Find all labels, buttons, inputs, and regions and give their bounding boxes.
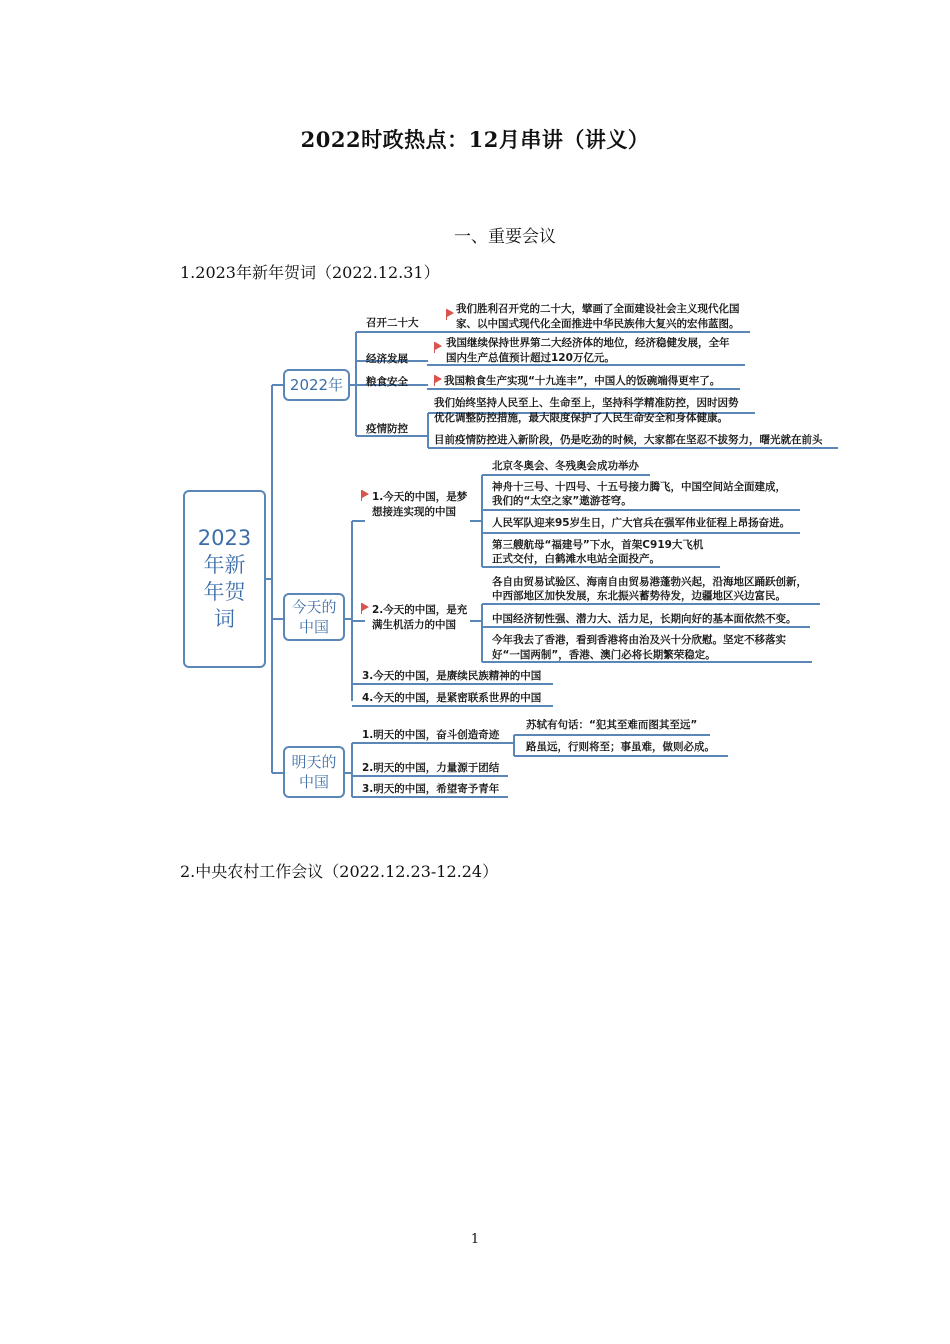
root-node-new-year-address	[183, 490, 266, 668]
convene-text-1: 我们胜利召开党的二十大，擘画了全面建设社会主义现代化国	[456, 303, 740, 315]
epidemic-text-1: 我们始终坚持人民至上、生命至上，坚持科学精准防控，因时因势	[434, 397, 739, 409]
today-sub4: 4.今天的中国，是紧密联系世界的中国	[362, 692, 542, 704]
branch-2022-label: 2022年	[289, 376, 344, 394]
today-sub2-item-c2: 好“一国两制”，香港、澳门必将长期繁荣稳定。	[492, 649, 716, 661]
economy-text-2: 国内生产总值预计超过120万亿元。	[446, 352, 615, 364]
flag-icon	[435, 375, 442, 383]
item-new-year-address: 1.2023年新年贺词（2022.12.31）	[180, 263, 440, 282]
today-sub1-item-d1: 第三艘航母“福建号”下水，首架C919大飞机	[492, 539, 704, 551]
branch-today	[283, 593, 345, 641]
today-sub1-line1: 1.今天的中国，是梦	[372, 491, 468, 503]
branch-tomorrow-label: 明天的 中国	[291, 753, 337, 791]
flag-icon	[362, 490, 369, 498]
today-sub2-line1: 2.今天的中国，是充	[372, 604, 468, 616]
today-sub1-item-b2: 我们的“太空之家”遨游苍穹。	[492, 495, 632, 507]
tomorrow-sub1: 1.明天的中国，奋斗创造奇迹	[362, 729, 500, 741]
topic-epidemic: 疫情防控	[366, 423, 408, 435]
section-heading: 一、重要会议	[454, 227, 556, 247]
today-sub1-item-a: 北京冬奥会、冬残奥会成功举办	[492, 460, 639, 472]
flag-icon	[447, 309, 454, 317]
today-sub1-item-c: 人民军队迎来95岁生日，广大官兵在强军伟业征程上昂扬奋进。	[492, 517, 791, 529]
today-sub1-line2: 想接连实现的中国	[372, 506, 456, 518]
topic-convene: 召开二十大	[366, 317, 419, 329]
root-node-label: 2023 年新 年贺 词	[197, 526, 252, 631]
today-sub2-line2: 满生机活力的中国	[372, 619, 456, 631]
today-sub2-item-c1: 今年我去了香港，看到香港将由治及兴十分欣慰。坚定不移落实	[492, 634, 786, 646]
today-sub2-item-b: 中国经济韧性强、潜力大、活力足，长期向好的基本面依然不变。	[492, 613, 797, 625]
today-sub2-item-a2: 中西部地区加快发展，东北振兴蓄势待发，边疆地区兴边富民。	[492, 590, 786, 602]
branch-tomorrow	[283, 746, 345, 798]
epidemic-text-3: 目前疫情防控进入新阶段，仍是吃劲的时候，大家都在坚忍不拔努力，曙光就在前头	[434, 434, 823, 446]
flag-icon	[435, 342, 442, 350]
branch-today-label: 今天的 中国	[291, 598, 337, 636]
today-sub1-item-d2: 正式交付，白鹤滩水电站全面投产。	[492, 553, 660, 565]
flag-icon	[362, 603, 369, 611]
today-sub2-item-a1: 各自由贸易试验区、海南自由贸易港蓬勃兴起，沿海地区踊跃创新，	[492, 576, 807, 588]
today-sub3: 3.今天的中国，是赓续民族精神的中国	[362, 670, 542, 682]
page-number: 1	[470, 1232, 480, 1247]
branch-2022	[283, 369, 350, 401]
page-title: 2022时政热点：12月串讲（讲义）	[300, 127, 650, 152]
tomorrow-sub1-quote: 苏轼有句话：“犯其至难而图其至远”	[526, 719, 698, 731]
epidemic-text-2: 优化调整防控措施，最大限度保护了人民生命安全和身体健康。	[434, 412, 728, 424]
grain-text: 我国粮食生产实现“十九连丰”，中国人的饭碗端得更牢了。	[444, 375, 721, 387]
tomorrow-sub3: 3.明天的中国，希望寄予青年	[362, 783, 500, 795]
economy-text-1: 我国继续保持世界第二大经济体的地位，经济稳健发展，全年	[446, 337, 730, 349]
item-rural-work-conference: 2.中央农村工作会议（2022.12.23-12.24）	[180, 862, 499, 881]
tomorrow-sub1-text: 路虽远，行则将至；事虽难，做则必成。	[526, 741, 715, 753]
today-sub1-item-b1: 神舟十三号、十四号、十五号接力腾飞，中国空间站全面建成，	[492, 481, 786, 493]
convene-text-2: 家、以中国式现代化全面推进中华民族伟大复兴的宏伟蓝图。	[456, 318, 740, 330]
topic-economy: 经济发展	[366, 353, 408, 365]
tomorrow-sub2: 2.明天的中国，力量源于团结	[362, 762, 500, 774]
topic-grain: 粮食安全	[366, 376, 408, 388]
